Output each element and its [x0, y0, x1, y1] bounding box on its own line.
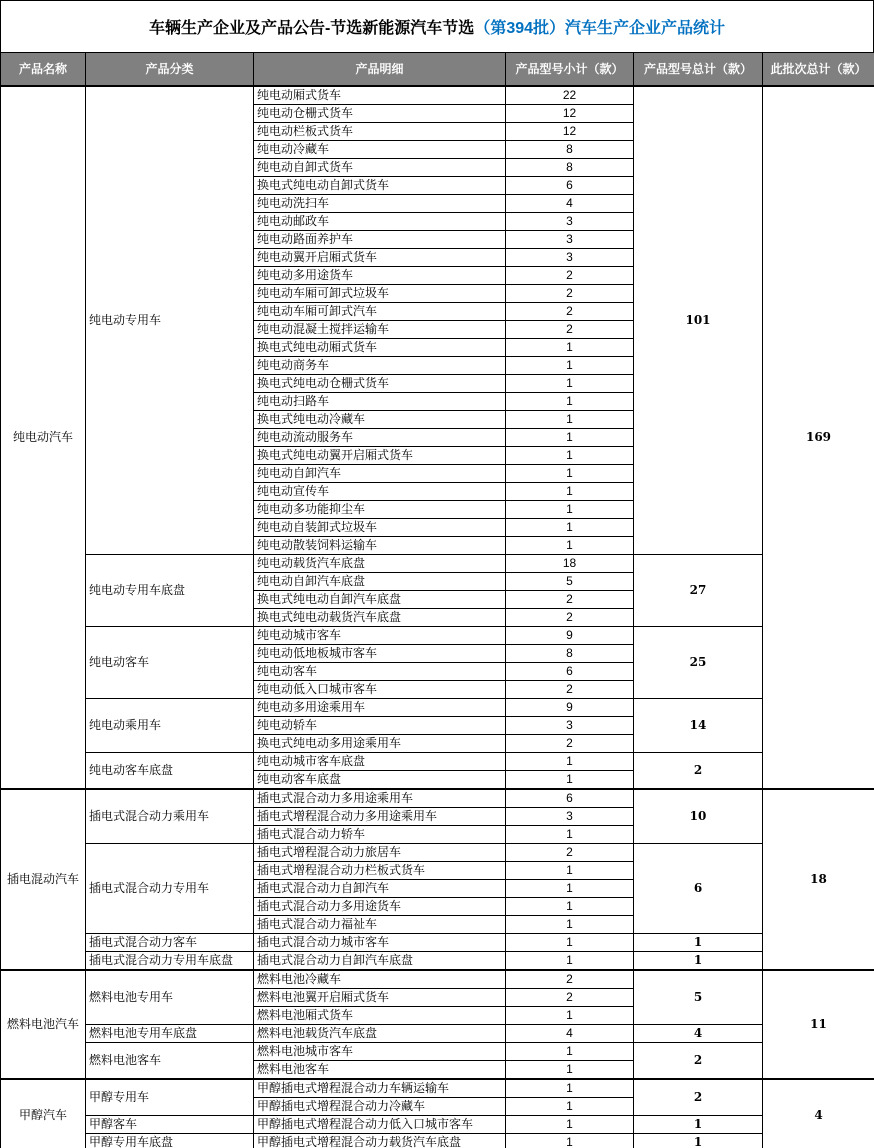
header-product-detail: 产品明细 — [254, 53, 506, 86]
product-category-cell: 纯电动客车底盘 — [86, 752, 254, 789]
product-detail-cell: 插电式混合动力多用途货车 — [254, 897, 506, 915]
vehicle-stats-table — [0, 52, 874, 1148]
product-detail-cell: 插电式混合动力福祉车 — [254, 915, 506, 933]
product-detail-cell: 纯电动自卸式货车 — [254, 158, 506, 176]
product-detail-cell: 插电式混合动力城市客车 — [254, 933, 506, 951]
model-subtotal-cell: 3 — [506, 230, 634, 248]
model-subtotal-cell: 8 — [506, 158, 634, 176]
model-subtotal-cell: 1 — [506, 861, 634, 879]
table-row — [1, 1115, 874, 1133]
header-model-total: 产品型号总计（款） — [634, 53, 763, 86]
model-subtotal-cell: 9 — [506, 626, 634, 644]
product-category-cell: 燃料电池专用车底盘 — [86, 1024, 254, 1042]
table-row — [1, 554, 874, 572]
product-category-cell: 插电式混合动力专用车 — [86, 843, 254, 933]
product-detail-cell: 纯电动客车底盘 — [254, 770, 506, 789]
model-subtotal-cell: 5 — [506, 572, 634, 590]
product-detail-cell: 纯电动扫路车 — [254, 392, 506, 410]
batch-total-cell: 11 — [763, 970, 874, 1079]
title-main-text: 车辆生产企业及产品公告-节选新能源汽车节选 — [148, 20, 475, 37]
model-subtotal-cell: 1 — [506, 392, 634, 410]
table-row — [1, 789, 874, 808]
model-subtotal-cell: 1 — [506, 374, 634, 392]
table-row — [1, 1042, 874, 1060]
table-row — [1, 933, 874, 951]
product-detail-cell: 纯电动自卸汽车底盘 — [254, 572, 506, 590]
product-name-cell: 燃料电池汽车 — [1, 970, 86, 1079]
product-detail-cell: 燃料电池翼开启厢式货车 — [254, 988, 506, 1006]
batch-total-cell: 169 — [763, 86, 874, 789]
header-product-category: 产品分类 — [86, 53, 254, 86]
product-detail-cell: 插电式混合动力轿车 — [254, 825, 506, 843]
product-detail-cell: 纯电动城市客车 — [254, 626, 506, 644]
model-subtotal-cell: 1 — [506, 825, 634, 843]
product-detail-cell: 纯电动翼开启厢式货车 — [254, 248, 506, 266]
model-subtotal-cell: 3 — [506, 212, 634, 230]
product-category-cell: 甲醇专用车底盘 — [86, 1133, 254, 1148]
product-category-cell: 插电式混合动力乘用车 — [86, 789, 254, 844]
product-detail-cell: 燃料电池冷藏车 — [254, 970, 506, 989]
table-row — [1, 970, 874, 989]
product-detail-cell: 纯电动自装卸式垃圾车 — [254, 518, 506, 536]
product-detail-cell: 换电式纯电动自卸式货车 — [254, 176, 506, 194]
model-subtotal-cell: 1 — [506, 536, 634, 554]
model-subtotal-cell: 6 — [506, 789, 634, 808]
product-detail-cell: 纯电动载货汽车底盘 — [254, 554, 506, 572]
model-subtotal-cell: 1 — [506, 915, 634, 933]
product-detail-cell: 甲醇插电式增程混合动力低入口城市客车 — [254, 1115, 506, 1133]
model-total-cell: 1 — [634, 951, 763, 970]
model-subtotal-cell: 1 — [506, 933, 634, 951]
model-subtotal-cell: 1 — [506, 500, 634, 518]
product-category-cell: 纯电动客车 — [86, 626, 254, 698]
product-detail-cell: 纯电动客车 — [254, 662, 506, 680]
product-detail-cell: 纯电动厢式货车 — [254, 86, 506, 105]
table-body — [1, 86, 874, 1148]
product-detail-cell: 甲醇插电式增程混合动力冷藏车 — [254, 1097, 506, 1115]
title-highlight-text: （第394批）汽车生产企业产品统计 — [474, 20, 726, 37]
model-subtotal-cell: 2 — [506, 843, 634, 861]
model-total-cell: 1 — [634, 1115, 763, 1133]
product-detail-cell: 换电式纯电动载货汽车底盘 — [254, 608, 506, 626]
product-detail-cell: 插电式混合动力自卸汽车 — [254, 879, 506, 897]
product-category-cell: 纯电动乘用车 — [86, 698, 254, 752]
model-total-cell: 4 — [634, 1024, 763, 1042]
model-subtotal-cell: 22 — [506, 86, 634, 105]
model-total-cell: 101 — [634, 86, 763, 555]
batch-total-cell: 4 — [763, 1079, 874, 1148]
product-name-cell: 甲醇汽车 — [1, 1079, 86, 1148]
product-detail-cell: 纯电动城市客车底盘 — [254, 752, 506, 770]
model-total-cell: 27 — [634, 554, 763, 626]
model-subtotal-cell: 1 — [506, 464, 634, 482]
product-detail-cell: 插电式混合动力多用途乘用车 — [254, 789, 506, 808]
model-subtotal-cell: 4 — [506, 1024, 634, 1042]
product-detail-cell: 纯电动商务车 — [254, 356, 506, 374]
model-subtotal-cell: 2 — [506, 302, 634, 320]
table-row — [1, 1133, 874, 1148]
header-product-name: 产品名称 — [1, 53, 86, 86]
product-detail-cell: 甲醇插电式增程混合动力载货汽车底盘 — [254, 1133, 506, 1148]
product-detail-cell: 纯电动多功能抑尘车 — [254, 500, 506, 518]
product-detail-cell: 甲醇插电式增程混合动力车辆运输车 — [254, 1079, 506, 1098]
model-subtotal-cell: 1 — [506, 428, 634, 446]
table-row — [1, 626, 874, 644]
product-detail-cell: 换电式纯电动多用途乘用车 — [254, 734, 506, 752]
product-category-cell: 插电式混合动力专用车底盘 — [86, 951, 254, 970]
product-detail-cell: 纯电动低地板城市客车 — [254, 644, 506, 662]
model-subtotal-cell: 1 — [506, 897, 634, 915]
model-subtotal-cell: 2 — [506, 734, 634, 752]
model-subtotal-cell: 2 — [506, 970, 634, 989]
product-category-cell: 插电式混合动力客车 — [86, 933, 254, 951]
model-subtotal-cell: 1 — [506, 1060, 634, 1079]
product-detail-cell: 换电式纯电动仓栅式货车 — [254, 374, 506, 392]
model-total-cell: 2 — [634, 752, 763, 789]
product-name-cell: 纯电动汽车 — [1, 86, 86, 789]
product-detail-cell: 纯电动仓栅式货车 — [254, 104, 506, 122]
model-subtotal-cell: 2 — [506, 266, 634, 284]
product-detail-cell: 纯电动冷藏车 — [254, 140, 506, 158]
model-subtotal-cell: 1 — [506, 1097, 634, 1115]
product-detail-cell: 换电式纯电动厢式货车 — [254, 338, 506, 356]
header-model-subtotal: 产品型号小计（款） — [506, 53, 634, 86]
product-category-cell: 纯电动专用车底盘 — [86, 554, 254, 626]
model-subtotal-cell: 1 — [506, 1115, 634, 1133]
table-row — [1, 1024, 874, 1042]
product-detail-cell: 纯电动低入口城市客车 — [254, 680, 506, 698]
table-row — [1, 951, 874, 970]
product-detail-cell: 燃料电池城市客车 — [254, 1042, 506, 1060]
model-subtotal-cell: 2 — [506, 320, 634, 338]
model-subtotal-cell: 1 — [506, 770, 634, 789]
model-subtotal-cell: 2 — [506, 284, 634, 302]
model-total-cell: 14 — [634, 698, 763, 752]
model-subtotal-cell: 12 — [506, 122, 634, 140]
model-total-cell: 5 — [634, 970, 763, 1025]
product-detail-cell: 燃料电池客车 — [254, 1060, 506, 1079]
model-subtotal-cell: 1 — [506, 410, 634, 428]
model-subtotal-cell: 8 — [506, 140, 634, 158]
model-total-cell: 6 — [634, 843, 763, 933]
product-detail-cell: 纯电动车厢可卸式汽车 — [254, 302, 506, 320]
model-subtotal-cell: 1 — [506, 1079, 634, 1098]
model-subtotal-cell: 1 — [506, 1006, 634, 1024]
product-detail-cell: 纯电动混凝土搅拌运输车 — [254, 320, 506, 338]
model-subtotal-cell: 1 — [506, 879, 634, 897]
model-subtotal-cell: 6 — [506, 662, 634, 680]
header-batch-total: 此批次总计（款） — [763, 53, 874, 86]
header-row — [1, 53, 874, 86]
product-detail-cell: 换电式纯电动翼开启厢式货车 — [254, 446, 506, 464]
product-detail-cell: 纯电动多用途乘用车 — [254, 698, 506, 716]
model-subtotal-cell: 6 — [506, 176, 634, 194]
table-row — [1, 86, 874, 105]
model-subtotal-cell: 12 — [506, 104, 634, 122]
model-subtotal-cell: 1 — [506, 482, 634, 500]
product-detail-cell: 纯电动自卸汽车 — [254, 464, 506, 482]
product-detail-cell: 纯电动散装饲料运输车 — [254, 536, 506, 554]
product-detail-cell: 纯电动栏板式货车 — [254, 122, 506, 140]
product-detail-cell: 纯电动邮政车 — [254, 212, 506, 230]
model-subtotal-cell: 8 — [506, 644, 634, 662]
model-subtotal-cell: 2 — [506, 590, 634, 608]
model-subtotal-cell: 1 — [506, 951, 634, 970]
product-detail-cell: 插电式增程混合动力多用途乘用车 — [254, 807, 506, 825]
model-subtotal-cell: 1 — [506, 1042, 634, 1060]
product-detail-cell: 纯电动车厢可卸式垃圾车 — [254, 284, 506, 302]
model-subtotal-cell: 1 — [506, 446, 634, 464]
product-category-cell: 燃料电池专用车 — [86, 970, 254, 1025]
product-detail-cell: 纯电动流动服务车 — [254, 428, 506, 446]
product-detail-cell: 换电式纯电动冷藏车 — [254, 410, 506, 428]
product-detail-cell: 纯电动洗扫车 — [254, 194, 506, 212]
product-detail-cell: 纯电动轿车 — [254, 716, 506, 734]
product-detail-cell: 插电式增程混合动力旅居车 — [254, 843, 506, 861]
table-row — [1, 843, 874, 861]
model-total-cell: 25 — [634, 626, 763, 698]
model-total-cell: 1 — [634, 1133, 763, 1148]
product-detail-cell: 纯电动路面养护车 — [254, 230, 506, 248]
product-category-cell: 纯电动专用车 — [86, 86, 254, 555]
model-subtotal-cell: 1 — [506, 1133, 634, 1148]
model-total-cell: 10 — [634, 789, 763, 844]
model-subtotal-cell: 3 — [506, 716, 634, 734]
product-detail-cell: 燃料电池厢式货车 — [254, 1006, 506, 1024]
model-subtotal-cell: 18 — [506, 554, 634, 572]
model-subtotal-cell: 2 — [506, 680, 634, 698]
model-total-cell: 1 — [634, 933, 763, 951]
batch-total-cell: 18 — [763, 789, 874, 970]
model-subtotal-cell: 1 — [506, 752, 634, 770]
model-subtotal-cell: 2 — [506, 608, 634, 626]
product-detail-cell: 插电式增程混合动力栏板式货车 — [254, 861, 506, 879]
product-detail-cell: 纯电动宣传车 — [254, 482, 506, 500]
model-subtotal-cell: 1 — [506, 356, 634, 374]
model-subtotal-cell: 9 — [506, 698, 634, 716]
model-total-cell: 2 — [634, 1042, 763, 1079]
product-category-cell: 燃料电池客车 — [86, 1042, 254, 1079]
product-category-cell: 甲醇专用车 — [86, 1079, 254, 1116]
model-total-cell: 2 — [634, 1079, 763, 1116]
product-detail-cell: 换电式纯电动自卸汽车底盘 — [254, 590, 506, 608]
model-subtotal-cell: 3 — [506, 807, 634, 825]
product-category-cell: 甲醇客车 — [86, 1115, 254, 1133]
model-subtotal-cell: 1 — [506, 338, 634, 356]
table-row — [1, 752, 874, 770]
table-row — [1, 698, 874, 716]
table-title — [0, 0, 874, 52]
model-subtotal-cell: 3 — [506, 248, 634, 266]
product-detail-cell: 纯电动多用途货车 — [254, 266, 506, 284]
model-subtotal-cell: 1 — [506, 518, 634, 536]
model-subtotal-cell: 4 — [506, 194, 634, 212]
model-subtotal-cell: 2 — [506, 988, 634, 1006]
product-detail-cell: 插电式混合动力自卸汽车底盘 — [254, 951, 506, 970]
product-name-cell: 插电混动汽车 — [1, 789, 86, 970]
table-row — [1, 1079, 874, 1098]
product-detail-cell: 燃料电池载货汽车底盘 — [254, 1024, 506, 1042]
